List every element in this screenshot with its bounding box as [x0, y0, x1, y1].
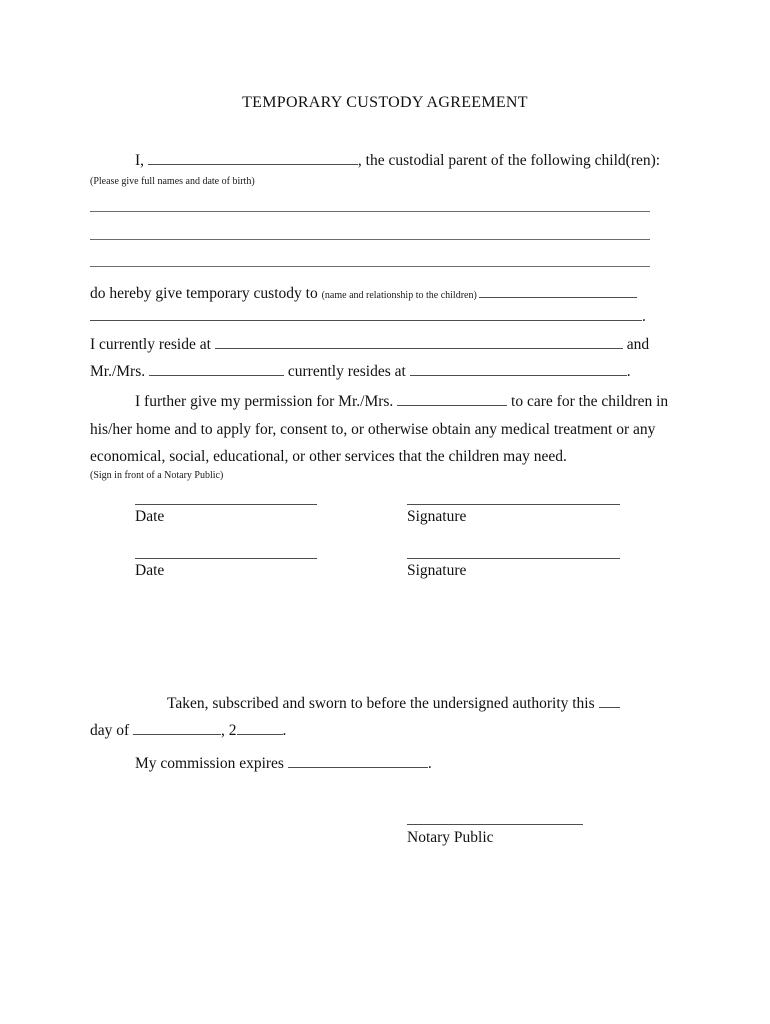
recipient-paragraph	[90, 361, 631, 381]
recipient-period: .	[626, 363, 631, 380]
year-field[interactable]	[237, 720, 283, 735]
date-label-1: Date	[135, 508, 165, 525]
sworn-line-1	[167, 693, 620, 713]
children-note: (Please give full names and date of birth)	[90, 176, 255, 187]
recipient-address-field[interactable]	[410, 361, 627, 376]
day-number-field[interactable]	[599, 693, 620, 708]
sworn-text-1: Taken, subscribed and sworn to before the undersigned authority this	[167, 695, 599, 712]
custody-period: .	[642, 308, 646, 325]
signature-line-field-1[interactable]	[407, 504, 620, 505]
signature-label-1: Signature	[407, 508, 467, 525]
custodial-parent-name-field[interactable]	[148, 150, 358, 165]
permission-text-post: to care for the children in	[507, 393, 669, 410]
custody-paragraph	[90, 283, 637, 303]
recipient-name-field[interactable]	[149, 361, 284, 376]
sworn-text-3: , 2	[221, 722, 237, 739]
custody-text-pre: do hereby give temporary custody to	[90, 285, 322, 302]
signature-line-field-2[interactable]	[407, 558, 620, 559]
children-names-field-1[interactable]	[90, 211, 650, 212]
date-label-2: Date	[135, 562, 165, 579]
permission-text-pre: I further give my permission for Mr./Mrs.	[135, 393, 398, 410]
custodial-parent-address-field[interactable]	[215, 334, 623, 349]
permission-paragraph	[90, 388, 690, 471]
commission-text-pre: My commission expires	[135, 755, 288, 772]
intro-paragraph	[135, 150, 660, 170]
recipient-text-mid: currently resides at	[284, 363, 410, 380]
reside-text-post: and	[622, 336, 650, 353]
document-title: TEMPORARY CUSTODY AGREEMENT	[242, 94, 528, 111]
notary-note: (Sign in front of a Notary Public)	[90, 470, 224, 481]
commission-period: .	[427, 755, 432, 772]
permission-line-3: economical, social, educational, or other services that the children may need.	[90, 448, 567, 465]
permission-line-1	[90, 388, 690, 416]
notary-block	[407, 824, 583, 847]
commission-paragraph	[135, 753, 432, 773]
children-names-field-3[interactable]	[90, 266, 650, 267]
signature-column-2	[407, 558, 620, 580]
caregiver-name-field[interactable]	[397, 391, 507, 406]
date-line-field-2[interactable]	[135, 558, 317, 559]
date-line-field-1[interactable]	[135, 504, 317, 505]
date-column-2	[135, 558, 317, 580]
custodian-name-continuation-field[interactable]	[90, 306, 642, 321]
custody-continuation	[90, 306, 646, 326]
date-column-1	[135, 504, 317, 526]
sworn-line-2	[90, 720, 286, 740]
sworn-text-2: day of	[90, 722, 134, 739]
reside-text-pre: I currently reside at	[90, 336, 215, 353]
signature-label-2: Signature	[407, 562, 467, 579]
notary-signature-field[interactable]	[407, 824, 583, 825]
signature-column-1	[407, 504, 620, 526]
signature-row-1	[135, 504, 620, 526]
custody-note: (name and relationship to the children)	[321, 290, 480, 301]
signature-row-2	[135, 558, 620, 580]
notary-label: Notary Public	[407, 829, 494, 846]
permission-line-2: his/her home and to apply for, consent to, or otherwise obtain any medical treatment or any	[90, 420, 656, 438]
children-names-field-2[interactable]	[90, 239, 650, 240]
sworn-period: .	[282, 722, 287, 739]
reside-paragraph	[90, 334, 649, 354]
month-field[interactable]	[133, 720, 221, 735]
intro-text-post: , the custodial parent of the following child(ren):	[357, 152, 661, 169]
commission-expiry-field[interactable]	[288, 753, 428, 768]
custodian-name-field[interactable]	[479, 283, 637, 298]
recipient-text-pre: Mr./Mrs.	[90, 363, 149, 380]
intro-text-pre: I,	[135, 152, 148, 169]
